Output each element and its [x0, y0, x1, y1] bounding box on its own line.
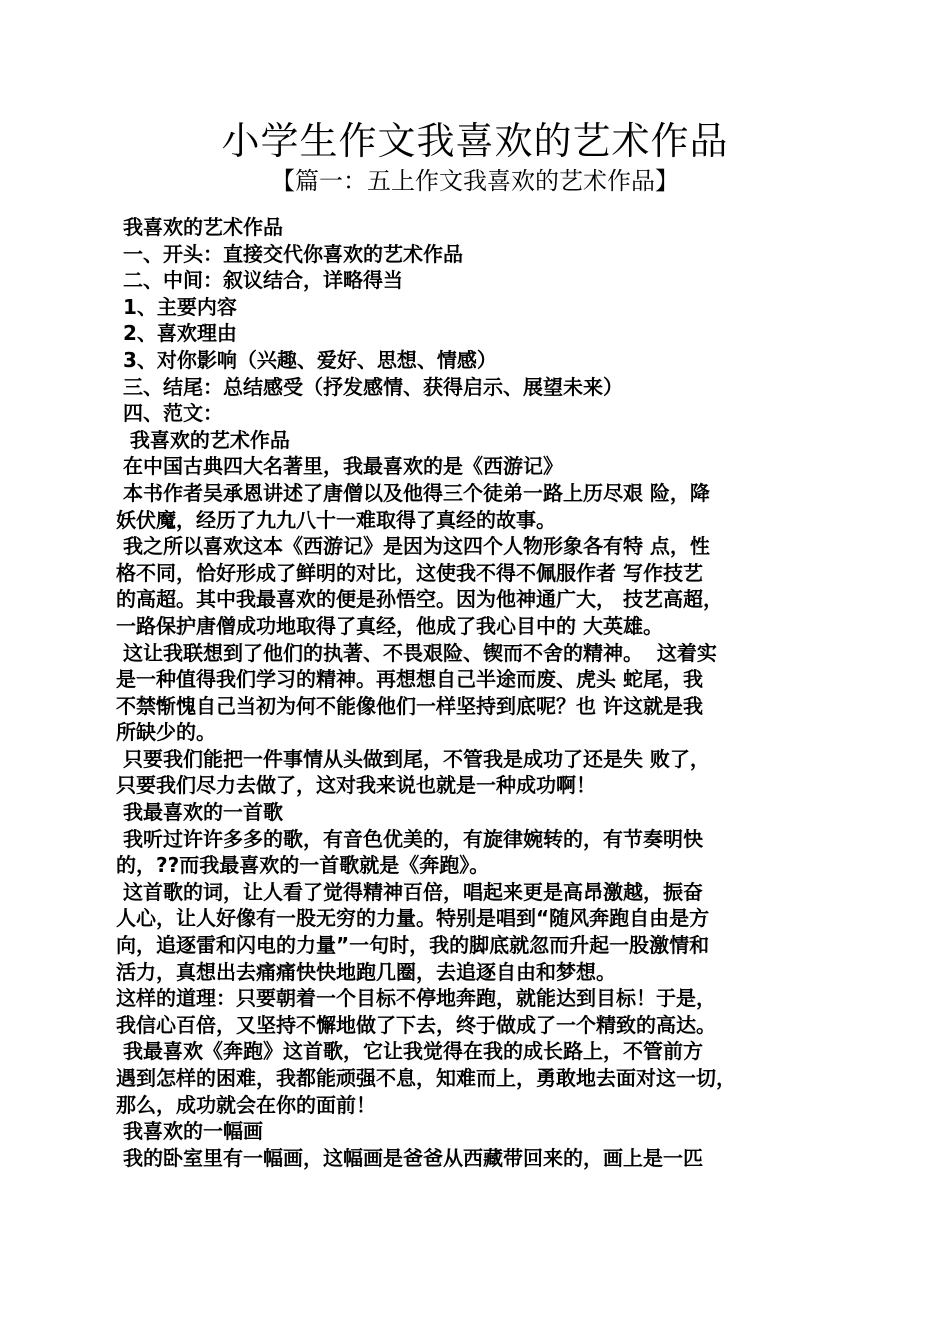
text-line: 格不同，恰好形成了鲜明的对比，这使我不得不佩服作者 写作技艺 — [116, 560, 703, 585]
text-line: 人心，让人好像有一股无穷的力量。特别是唱到“随风奔跑自由是方 — [116, 906, 710, 931]
text-line: 一、开头：直接交代你喜欢的艺术作品 — [116, 241, 463, 266]
text-line: 3、对你影响（兴趣、爱好、思想、情感） — [116, 347, 497, 372]
text-line: 这让我联想到了他们的执著、不畏艰险、锲而不舍的精神。 这着实 — [116, 640, 717, 665]
text-line: 只要我们尽力去做了，这对我来说也就是一种成功啊！ — [116, 773, 596, 798]
text-line: 活力，真想出去痛痛快快地跑几圈，去追逐自由和梦想。 — [116, 959, 616, 984]
text-line: 我喜欢的艺术作品 — [116, 215, 283, 239]
text-line: 四、范文： — [116, 401, 223, 426]
text-line: 2、喜欢理由 — [116, 321, 237, 346]
text-line: 是一种值得我们学习的精神。再想想自己半途而废、虎头 蛇尾，我 — [116, 667, 703, 692]
text-line: 我喜欢的艺术作品 — [116, 427, 290, 452]
text-line: 在中国古典四大名著里，我最喜欢的是《西游记》 — [116, 454, 563, 479]
text-line: 的高超。其中我最喜欢的便是孙悟空。因为他神通广大， 技艺高超， — [116, 587, 723, 612]
text-line: 1、主要内容 — [116, 294, 237, 319]
text-line: 我最喜欢的一首歌 — [116, 800, 283, 825]
document-subtitle: 【篇一：五上作文我喜欢的艺术作品】 — [271, 167, 679, 195]
text-line: 我最喜欢《奔跑》这首歌，它让我觉得在我的成长路上，不管前方 — [116, 1039, 703, 1064]
text-line: 我喜欢的一幅画 — [116, 1119, 263, 1144]
text-line: 遇到怎样的困难，我都能顽强不息，知难而上，勇敢地去面对这一切， — [116, 1066, 736, 1090]
text-line: 只要我们能把一件事情从头做到尾，不管我是成功了还是失 败了， — [116, 746, 710, 771]
text-line: 所缺少的。 — [116, 720, 216, 745]
text-line: 三、结尾：总结感受（抒发感情、获得启示、展望未来） — [116, 374, 623, 399]
text-line: 一路保护唐僧成功地取得了真经，他成了我心目中的 大英雄。 — [116, 613, 663, 638]
text-line: 不禁惭愧自己当初为何不能像他们一样坚持到底呢？也 许这就是我 — [116, 693, 703, 718]
text-line: 这样的道理：只要朝着一个目标不停地奔跑，就能达到目标！于是， — [116, 986, 716, 1011]
text-line: 我的卧室里有一幅画，这幅画是爸爸从西藏带回来的，画上是一匹 — [116, 1145, 703, 1170]
text-line: 二、中间：叙议结合，详略得当 — [116, 268, 403, 293]
document-title: 小学生作文我喜欢的艺术作品 — [221, 119, 729, 163]
text-line: 我信心百倍，又坚持不懈地做了下去，终于做成了一个精致的高达。 — [116, 1012, 716, 1037]
text-line: 的，??而我最喜欢的一首歌就是《奔跑》。 — [116, 853, 490, 878]
text-line: 本书作者吴承恩讲述了唐僧以及他得三个徒弟一路上历尽艰 险，降 — [116, 480, 710, 505]
text-line: 妖伏魔，经历了九九八十一难取得了真经的故事。 — [116, 507, 556, 532]
text-line: 我听过许许多多的歌，有音色优美的，有旋律婉转的，有节奏明快 — [116, 826, 703, 851]
text-line: 这首歌的词，让人看了觉得精神百倍，唱起来更是高昂激越，振奋 — [116, 879, 703, 904]
text-line: 我之所以喜欢这本《西游记》是因为这四个人物形象各有特 点，性 — [116, 534, 710, 559]
text-line: 向，追逐雷和闪电的力量”一句时，我的脚底就忽而升起一股激情和 — [116, 933, 710, 958]
text-line: 那么，成功就会在你的面前！ — [116, 1092, 376, 1117]
document-body — [116, 214, 846, 1171]
